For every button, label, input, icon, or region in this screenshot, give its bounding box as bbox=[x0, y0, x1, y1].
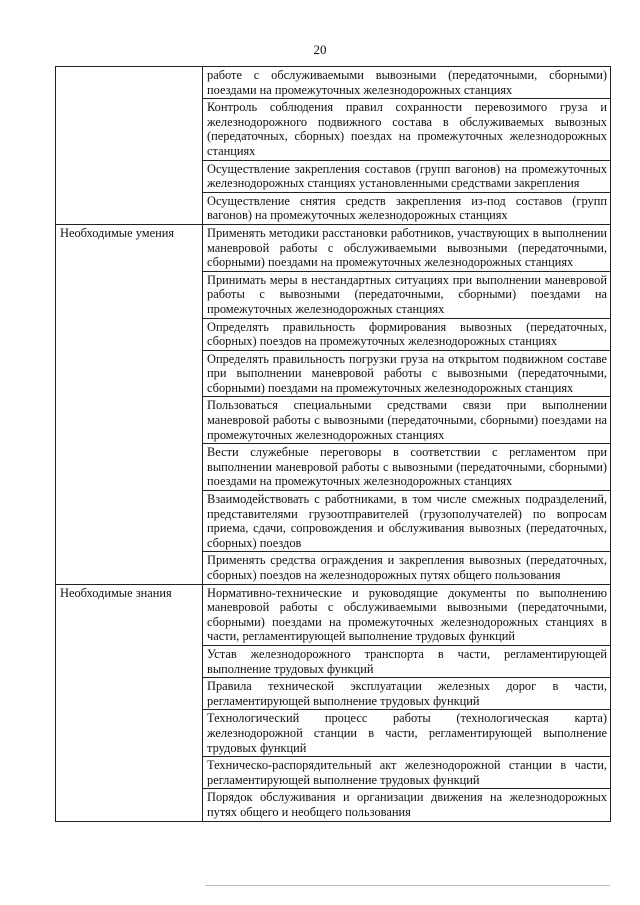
requirement-cell: Контроль соблюдения правил сохранности перевозимого груза и железнодорожного подвижного состава в обслуживаемых вывозных (передаточных, сборных) поездах на промежуточных железнодорожных станциях bbox=[203, 99, 611, 160]
requirement-cell: работе с обслуживаемыми вывозными (передаточными, сборными) поездами на промежуточных железнодорожных станциях bbox=[203, 67, 611, 99]
section-label: Необходимые знания bbox=[56, 584, 203, 821]
requirement-cell: Техническо-распорядительный акт железнодорожной станции в части, регламентирующей выполнение трудовых функций bbox=[203, 757, 611, 789]
requirement-cell: Технологический процесс работы (технологическая карта) железнодорожной станции в части, регламентирующей выполнение трудовых функций bbox=[203, 710, 611, 757]
table-row bbox=[56, 584, 611, 645]
requirement-cell: Осуществление закрепления составов (групп вагонов) на промежуточных железнодорожных станциях установленными средствами закрепления bbox=[203, 160, 611, 192]
requirement-cell: Пользоваться специальными средствами связи при выполнении маневровой работы с вывозными (передаточными, сборными) поездами на промежуточных железнодорожных станциях bbox=[203, 397, 611, 444]
requirement-cell: Определять правильность погрузки груза на открытом подвижном составе при выполнении маневровой работы с вывозными (передаточными, сборными) поездами на промежуточных железнодорожных станциях bbox=[203, 350, 611, 397]
table-row bbox=[56, 67, 611, 99]
requirement-cell: Правила технической эксплуатации железных дорог в части, регламентирующей выполнение трудовых функций bbox=[203, 678, 611, 710]
requirements-table bbox=[55, 66, 611, 822]
page-number: 20 bbox=[313, 42, 327, 57]
requirement-cell: Вести служебные переговоры в соответствии с регламентом при выполнении маневровой работы с вывозными (передаточными, сборными) поездами на промежуточных железнодорожных станциях bbox=[203, 444, 611, 491]
bottom-rule bbox=[205, 885, 610, 886]
requirement-cell: Осуществление снятия средств закрепления из-под составов (групп вагонов) на промежуточных железнодорожных станциях bbox=[203, 192, 611, 224]
table-row bbox=[56, 224, 611, 271]
requirement-cell: Применять методики расстановки работников, участвующих в выполнении маневровой работы с обслуживаемыми вывозными (передаточными, сборными) поездами на промежуточных железнодорожных станциях bbox=[203, 224, 611, 271]
requirement-cell: Устав железнодорожного транспорта в части, регламентирующей выполнение трудовых функций bbox=[203, 645, 611, 677]
requirement-cell: Порядок обслуживания и организации движения на железнодорожных путях общего и необщего пользования bbox=[203, 789, 611, 821]
requirements-table-body bbox=[56, 67, 611, 822]
section-label: Необходимые умения bbox=[56, 224, 203, 584]
requirement-cell: Применять средства ограждения и закрепления вывозных (передаточных, сборных) поездов на железнодорожных путях общего пользования bbox=[203, 552, 611, 584]
section-label bbox=[56, 67, 203, 225]
requirement-cell: Взаимодействовать с работниками, в том числе смежных подразделений, представителями грузоотправителей (грузополучателей) по вопросам приема, сдачи, сопровождения и обслуживания вывозных (передаточных, сборных) поездов bbox=[203, 491, 611, 552]
requirement-cell: Определять правильность формирования вывозных (передаточных, сборных) поездов на промежуточных железнодорожных станциях bbox=[203, 318, 611, 350]
requirement-cell: Принимать меры в нестандартных ситуациях при выполнении маневровой работы с вывозными (передаточными, сборными) поездами на промежуточных железнодорожных станциях bbox=[203, 271, 611, 318]
requirement-cell: Нормативно-технические и руководящие документы по выполнению маневровой работы с обслуживаемыми вывозными (передаточными, сборными) поездами на промежуточных железнодорожных станциях в части, регламентирующей выполнение трудовых функций bbox=[203, 584, 611, 645]
